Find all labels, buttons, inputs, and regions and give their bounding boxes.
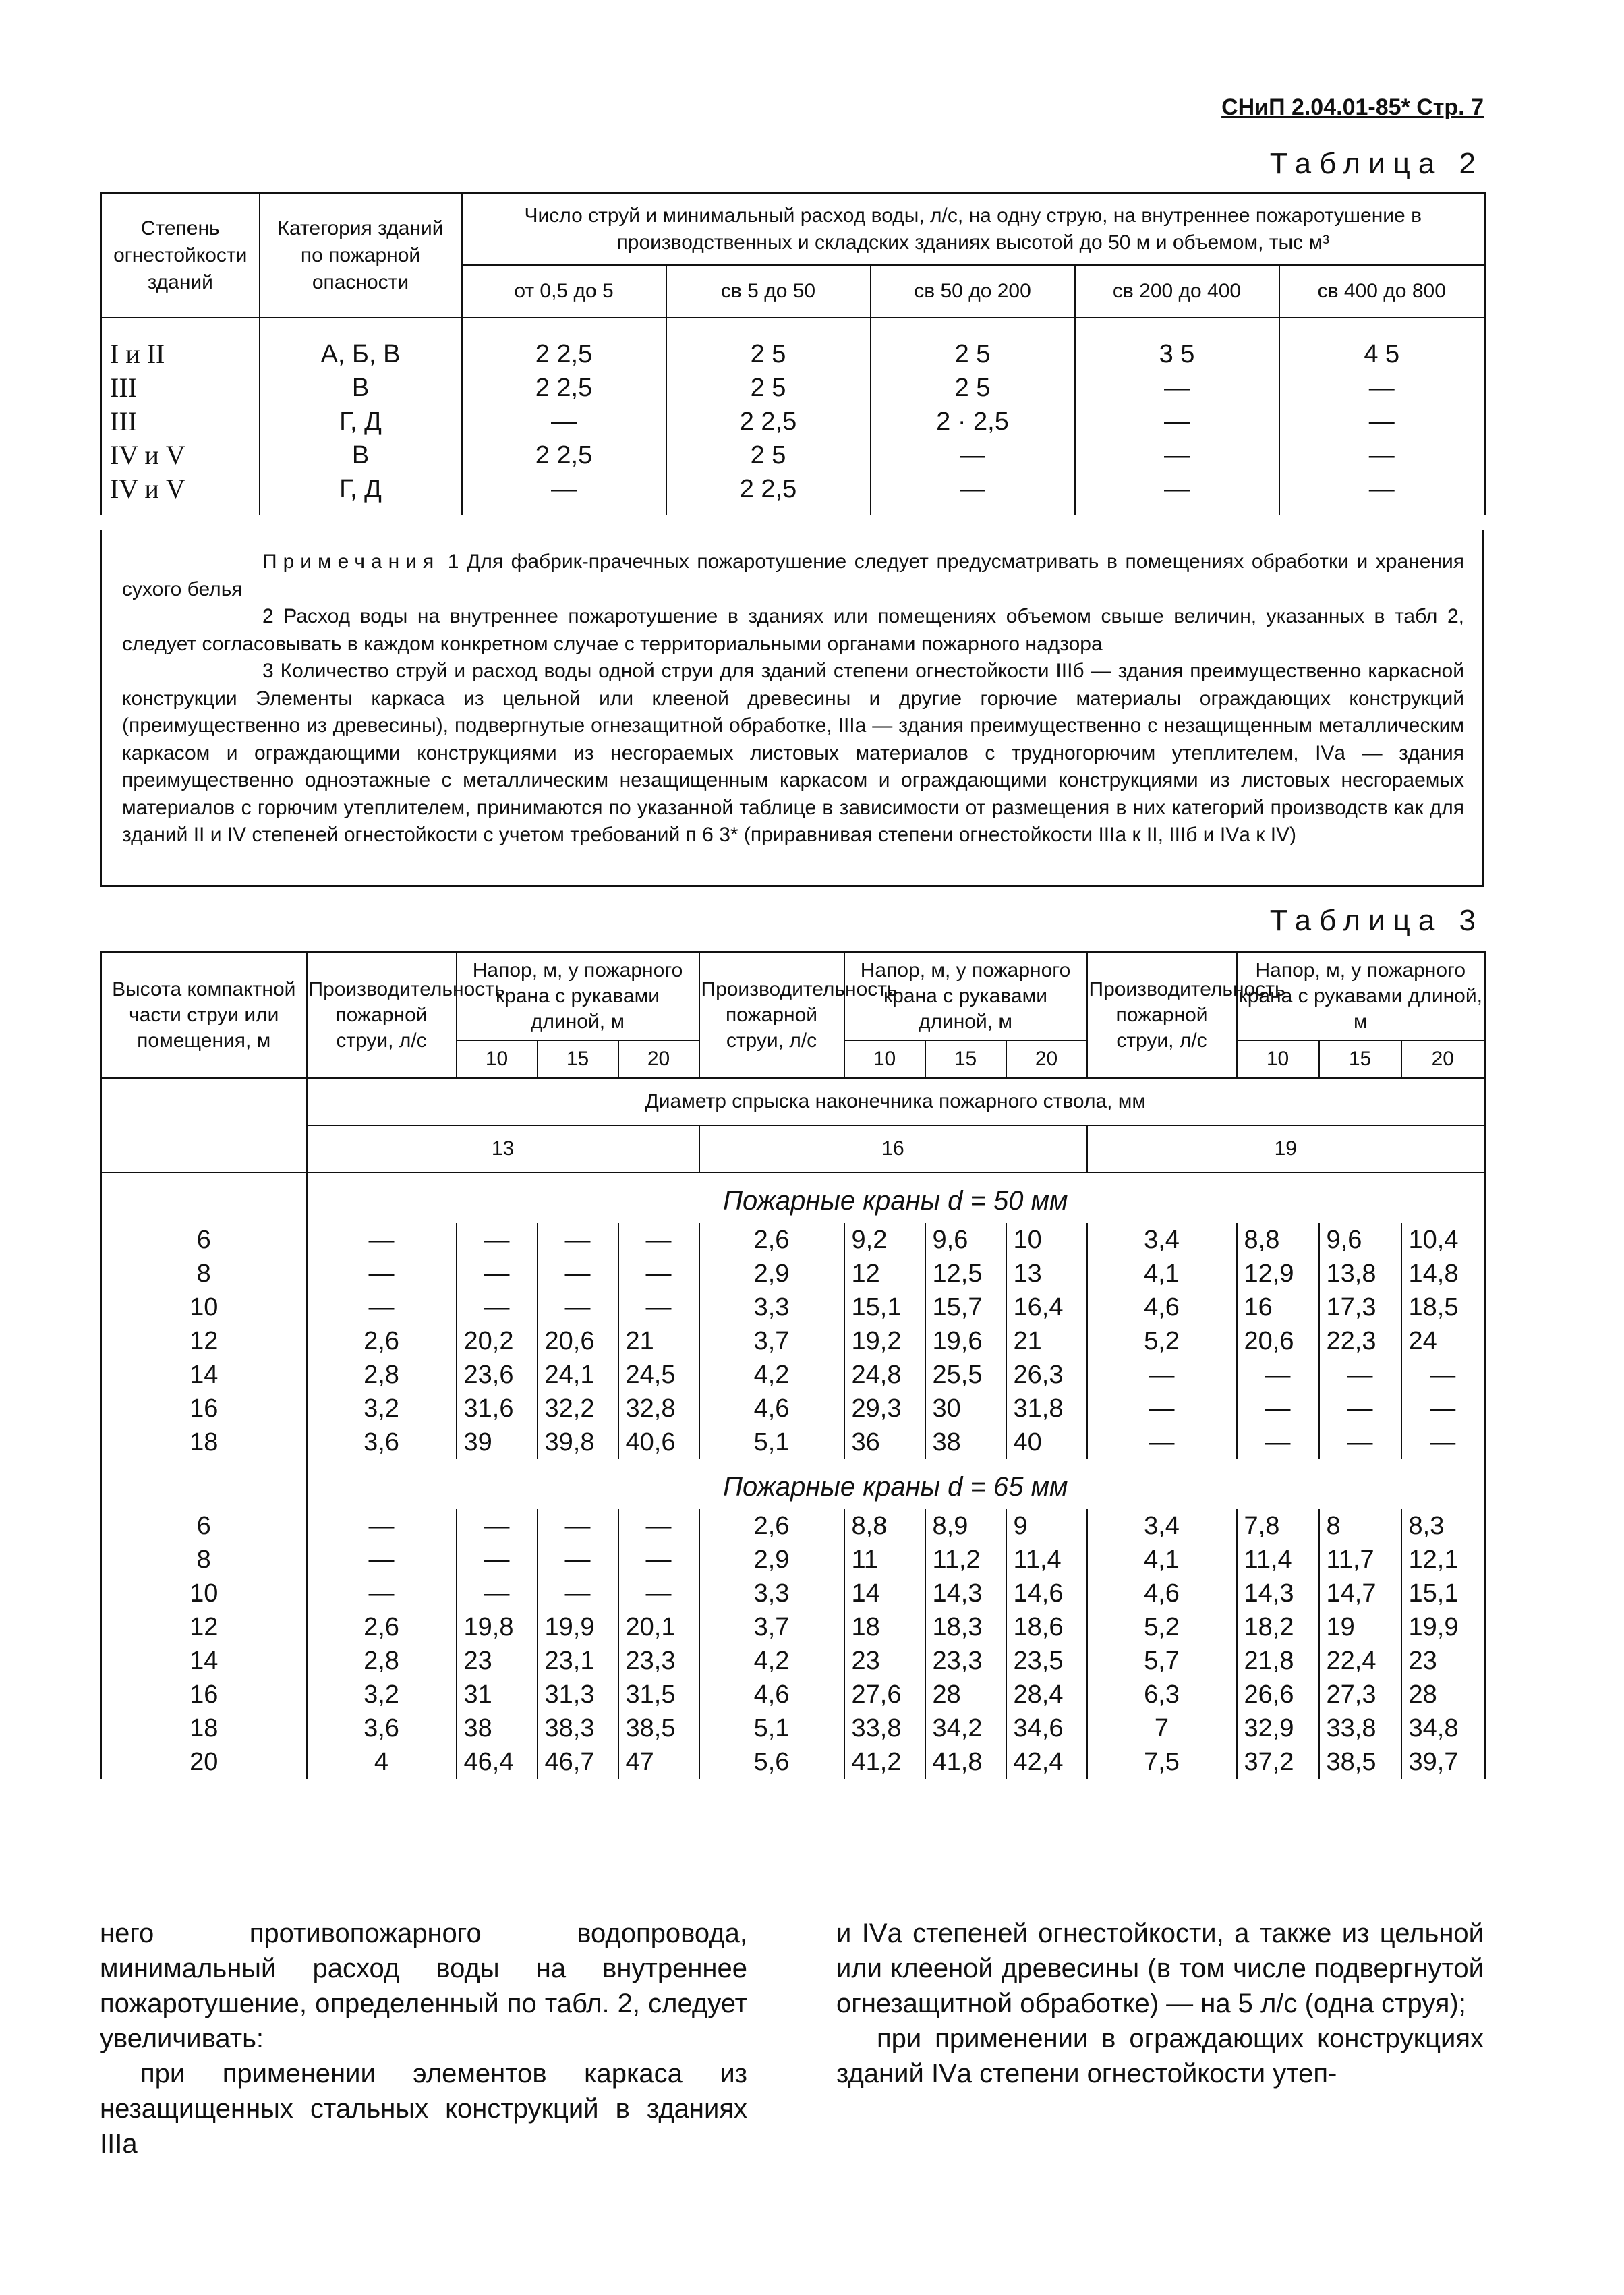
t3-cell-value: 4,6	[1087, 1577, 1237, 1610]
t3-cell-height: 16	[190, 1394, 219, 1423]
t3-cell-value: 24,8	[844, 1358, 925, 1392]
t3-cell-value: 12,5	[925, 1257, 1006, 1291]
t3-cell-value: 14	[844, 1577, 925, 1610]
t3-cell-value: —	[618, 1257, 699, 1291]
body-paragraph: и IVа степеней огнестойкости, а также из цельной или клееной древесины (в том числе подвергнутой огнезащитной обработке) — на 5 л/с (одна струя);	[836, 1919, 1484, 2018]
t3-cell-value: 11,2	[925, 1543, 1006, 1577]
t3-cell-value: 15,7	[925, 1291, 1006, 1324]
t2-cell-value: —	[1279, 472, 1485, 506]
t3-cell-value: 24	[1401, 1324, 1485, 1358]
t3-row	[101, 1644, 1485, 1678]
table2-notes	[100, 530, 1484, 887]
t3-cell-value: 20,6	[1237, 1324, 1319, 1358]
t3-row	[101, 1509, 1485, 1543]
t2-row	[101, 472, 1485, 506]
t3-cell-value: 11,4	[1006, 1543, 1087, 1577]
t3-cell-value: 27,6	[844, 1678, 925, 1711]
t3-cell-value: 23,6	[457, 1358, 538, 1392]
t3-cell-value: 11	[844, 1543, 925, 1577]
t3-header-height: Высота компактной части струи или помещения, м	[101, 953, 307, 1078]
t2-header-volume: св 200 до 400	[1075, 265, 1279, 318]
t3-cell-value: 10	[1006, 1223, 1087, 1257]
t3-cell-value: 4,6	[1087, 1291, 1237, 1324]
t3-cell-value: 14,8	[1401, 1257, 1485, 1291]
t3-cell-value: 19,9	[1401, 1610, 1485, 1644]
t3-cell-height: 8	[196, 1259, 211, 1288]
t2-row	[101, 371, 1485, 405]
t2-cell-value: 2 5	[871, 337, 1075, 371]
t3-cell-value: 7,8	[1237, 1509, 1319, 1543]
t3-cell-value: 22,4	[1319, 1644, 1401, 1678]
t3-cell-value: 40,6	[618, 1425, 699, 1459]
t3-header-pressure: Напор, м, у пожарного крана с рукавами длиной, м	[1237, 953, 1485, 1040]
t3-cell-value: 47	[618, 1745, 699, 1779]
table3-caption: Таблица 3	[1269, 904, 1484, 937]
t3-cell-value: 39,8	[538, 1425, 618, 1459]
t2-header-degree: Степень огнестойкости зданий	[101, 194, 260, 318]
t3-cell-value: 14,3	[1237, 1577, 1319, 1610]
t2-cell-category: Г, Д	[260, 405, 462, 438]
t3-header-diameter: 16	[699, 1125, 1087, 1172]
t3-cell-value: —	[1237, 1392, 1319, 1425]
t3-cell-height: 20	[190, 1747, 219, 1776]
t3-cell-value: 14,3	[925, 1577, 1006, 1610]
t3-cell-value: —	[307, 1291, 457, 1324]
t3-cell-value: 2,6	[307, 1610, 457, 1644]
t3-cell-value: 19	[1319, 1610, 1401, 1644]
t3-cell-value: 21,8	[1237, 1644, 1319, 1678]
t2-cell-value: 2 5	[666, 438, 871, 472]
t3-cell-value: 18	[844, 1610, 925, 1644]
t3-cell-value: 3,6	[307, 1711, 457, 1745]
t3-cell-value: 33,8	[1319, 1711, 1401, 1745]
t3-cell-value: 28	[1401, 1678, 1485, 1711]
t3-row	[101, 1257, 1485, 1291]
t3-cell-value: —	[457, 1223, 538, 1257]
t3-cell-value: 12,9	[1237, 1257, 1319, 1291]
t3-header-pressure: Напор, м, у пожарного крана с рукавами длиной, м	[457, 953, 699, 1040]
t3-cell-value: 19,6	[925, 1324, 1006, 1358]
t3-cell-value: 4,1	[1087, 1257, 1237, 1291]
t3-cell-value: —	[307, 1257, 457, 1291]
t3-cell-height: 12	[190, 1326, 219, 1355]
t2-header-volume: св 5 до 50	[666, 265, 871, 318]
t3-cell-value: 8,8	[844, 1509, 925, 1543]
t2-cell-value: 3 5	[1075, 337, 1279, 371]
t2-cell-category: Г, Д	[260, 472, 462, 506]
t3-row	[101, 1745, 1485, 1779]
t2-row	[101, 438, 1485, 472]
t3-cell-value: 19,2	[844, 1324, 925, 1358]
t3-cell-value: —	[1319, 1392, 1401, 1425]
body-paragraph: при применении в ограждающих конструкциях зданий IVа степени огнестойкости утеп-	[836, 2024, 1484, 2089]
t3-cell-value: 13,8	[1319, 1257, 1401, 1291]
t3-cell-value: 9	[1006, 1509, 1087, 1543]
t3-header-length: 10	[844, 1040, 925, 1078]
t3-cell-value: 15,1	[844, 1291, 925, 1324]
t3-cell-value: 34,6	[1006, 1711, 1087, 1745]
t3-cell-height: 14	[190, 1360, 219, 1389]
t2-cell-degree: IV и V	[110, 439, 185, 470]
t3-cell-height: 10	[190, 1293, 219, 1322]
t3-cell-value: 46,4	[457, 1745, 538, 1779]
t2-cell-degree: I и II	[110, 338, 165, 369]
t2-cell-value: —	[1075, 472, 1279, 506]
t3-row	[101, 1223, 1485, 1257]
t3-cell-value: 4,2	[699, 1358, 844, 1392]
t3-cell-value: —	[618, 1291, 699, 1324]
t3-cell-value: 2,8	[307, 1358, 457, 1392]
note-3: 3 Количество струй и расход воды одной струи для зданий степени огнестойкости IIIб — здания преимущественно каркасной конструкции Элементы каркаса из цельной или клееной древесины и другие горючие материалы ограждающих конструкций (преимущественно из древесины), подвергнутые огнезащитной обработке, IIIа — здания преимущественно с незащищенным металлическим каркасом и ограждающими конструкциями из несгораемых листовых материалов с трудногорючим утеплителем, IVа — здания преимущественно одноэтажные с металлическим незащищенным каркасом и ограждающими конструкциями из листовых несгораемых материалов с горючим утеплителем, принимаются по указанной таблице в зависимости от размещения в них категорий производств как для зданий II и IV степеней огнестойкости с учетом требований п 6 3* (приравнивая степени огнестойкости IIIа к II, IIIб и IVа к IV)	[122, 660, 1464, 846]
t3-cell-value: 5,7	[1087, 1644, 1237, 1678]
t3-row	[101, 1392, 1485, 1425]
t3-row	[101, 1577, 1485, 1610]
t2-header-volume: св 50 до 200	[871, 265, 1075, 318]
t3-cell-value: 38	[457, 1711, 538, 1745]
t3-cell-value: —	[1319, 1425, 1401, 1459]
t3-cell-value: 39,7	[1401, 1745, 1485, 1779]
t3-row	[101, 1678, 1485, 1711]
t3-header-length: 10	[457, 1040, 538, 1078]
t3-header-length: 15	[925, 1040, 1006, 1078]
t3-header-diameter: 13	[307, 1125, 699, 1172]
t3-cell-value: 41,8	[925, 1745, 1006, 1779]
t2-header-volume: св 400 до 800	[1279, 265, 1485, 318]
t2-cell-value: —	[871, 438, 1075, 472]
t3-header-length: 15	[1319, 1040, 1401, 1078]
t3-cell-value: 3,2	[307, 1392, 457, 1425]
t3-cell-value: 4,1	[1087, 1543, 1237, 1577]
t3-cell-height: 18	[190, 1427, 219, 1456]
t3-cell-value: 7	[1087, 1711, 1237, 1745]
t3-cell-value: —	[618, 1543, 699, 1577]
t3-cell-value: 37,2	[1237, 1745, 1319, 1779]
t3-cell-value: 20,6	[538, 1324, 618, 1358]
t3-cell-value: 2,9	[699, 1543, 844, 1577]
t2-cell-value: 2 5	[666, 371, 871, 405]
t3-cell-value: 18,5	[1401, 1291, 1485, 1324]
t3-row	[101, 1324, 1485, 1358]
t2-header-volume: от 0,5 до 5	[462, 265, 666, 318]
t3-cell-value: —	[307, 1509, 457, 1543]
t3-cell-value: —	[1087, 1392, 1237, 1425]
t3-cell-value: 42,4	[1006, 1745, 1087, 1779]
t3-cell-value: 7,5	[1087, 1745, 1237, 1779]
t3-header-length: 20	[1006, 1040, 1087, 1078]
t3-cell-value: 18,2	[1237, 1610, 1319, 1644]
t2-cell-degree: IV и V	[110, 473, 185, 504]
t3-cell-value: 4,2	[699, 1644, 844, 1678]
t3-cell-value: 46,7	[538, 1745, 618, 1779]
t3-cell-value: 32,9	[1237, 1711, 1319, 1745]
t3-cell-height: 10	[190, 1579, 219, 1608]
t3-cell-value: 32,2	[538, 1392, 618, 1425]
t3-cell-value: 2,8	[307, 1644, 457, 1678]
t3-cell-value: —	[1401, 1425, 1485, 1459]
t3-cell-value: —	[1087, 1425, 1237, 1459]
t2-cell-value: —	[1075, 438, 1279, 472]
t3-cell-value: 11,4	[1237, 1543, 1319, 1577]
t3-cell-value: —	[538, 1577, 618, 1610]
t3-cell-value: 4,6	[699, 1678, 844, 1711]
t2-cell-category: В	[260, 438, 462, 472]
t3-cell-value: 24,5	[618, 1358, 699, 1392]
t3-cell-value: 29,3	[844, 1392, 925, 1425]
running-head: СНиП 2.04.01-85* Стр. 7	[1221, 94, 1484, 120]
t3-cell-value: 21	[618, 1324, 699, 1358]
t2-cell-value: 4 5	[1279, 337, 1485, 371]
t3-cell-value: 2,6	[307, 1324, 457, 1358]
t3-cell-value: —	[618, 1223, 699, 1257]
t3-header-blank	[101, 1078, 307, 1125]
t3-cell-value: 2,6	[699, 1509, 844, 1543]
t3-cell-value: 31,6	[457, 1392, 538, 1425]
t3-cell-value: 11,7	[1319, 1543, 1401, 1577]
t3-cell-value: 15,1	[1401, 1577, 1485, 1610]
t3-cell-value: 4	[307, 1745, 457, 1779]
t3-cell-value: 3,3	[699, 1291, 844, 1324]
t3-cell-value: 26,3	[1006, 1358, 1087, 1392]
t2-cell-value: 2 2,5	[462, 371, 666, 405]
t3-cell-value: 31,3	[538, 1678, 618, 1711]
t3-cell-value: 23	[1401, 1644, 1485, 1678]
t3-cell-value: 3,4	[1087, 1223, 1237, 1257]
t3-cell-value: —	[457, 1543, 538, 1577]
body-paragraph: при применении элементов каркаса из незащищенных стальных конструкций в зданиях IIIа	[100, 2059, 747, 2159]
t3-cell-value: 4,6	[699, 1392, 844, 1425]
t3-cell-value: 5,2	[1087, 1324, 1237, 1358]
t3-cell-value: —	[457, 1291, 538, 1324]
t3-cell-value: —	[618, 1509, 699, 1543]
t3-header-capacity: Производительность пожарной струи, л/с	[307, 953, 457, 1078]
t3-cell-value: 26,6	[1237, 1678, 1319, 1711]
t3-cell-value: 23	[457, 1644, 538, 1678]
t3-cell-value: —	[538, 1291, 618, 1324]
t3-cell-value: 38,5	[618, 1711, 699, 1745]
t3-cell-value: 34,2	[925, 1711, 1006, 1745]
t3-cell-value: 3,3	[699, 1577, 844, 1610]
t3-header-nozzle: Диаметр спрыска наконечника пожарного ствола, мм	[307, 1078, 1485, 1125]
t3-cell-value: —	[538, 1509, 618, 1543]
t3-cell-height: 12	[190, 1612, 219, 1641]
t3-cell-value: —	[457, 1577, 538, 1610]
t2-cell-value: —	[1279, 405, 1485, 438]
t3-cell-value: 2,6	[699, 1223, 844, 1257]
t3-cell-value: —	[307, 1577, 457, 1610]
t3-cell-value: —	[1237, 1358, 1319, 1392]
table2-caption: Таблица 2	[1269, 147, 1484, 180]
t3-row	[101, 1711, 1485, 1745]
t3-cell-value: 8,9	[925, 1509, 1006, 1543]
t3-cell-value: 5,2	[1087, 1610, 1237, 1644]
t3-cell-value: 19,9	[538, 1610, 618, 1644]
t2-row	[101, 337, 1485, 371]
t2-cell-value: 2 2,5	[462, 337, 666, 371]
t2-cell-degree: III	[110, 372, 137, 403]
t2-cell-category: В	[260, 371, 462, 405]
t3-cell-value: 13	[1006, 1257, 1087, 1291]
t3-cell-value: 18,6	[1006, 1610, 1087, 1644]
t3-cell-value: 40	[1006, 1425, 1087, 1459]
t2-cell-value: 2 · 2,5	[871, 405, 1075, 438]
t2-cell-value: —	[871, 472, 1075, 506]
t2-cell-category: А, Б, В	[260, 337, 462, 371]
t3-cell-value: 5,1	[699, 1425, 844, 1459]
t2-cell-value: 2 5	[871, 371, 1075, 405]
t3-cell-value: 9,6	[1319, 1223, 1401, 1257]
t3-cell-value: 3,4	[1087, 1509, 1237, 1543]
body-left-column	[100, 1916, 747, 2161]
t3-cell-value: 5,1	[699, 1711, 844, 1745]
t3-cell-value: 16	[1237, 1291, 1319, 1324]
t3-cell-value: —	[307, 1223, 457, 1257]
t3-cell-height: 6	[196, 1511, 211, 1540]
t3-cell-value: 23,5	[1006, 1644, 1087, 1678]
t3-cell-value: 9,2	[844, 1223, 925, 1257]
t3-cell-value: 14,6	[1006, 1577, 1087, 1610]
t3-header-length: 20	[1401, 1040, 1485, 1078]
t3-cell-value: —	[1401, 1358, 1485, 1392]
t3-cell-value: 31	[457, 1678, 538, 1711]
t3-cell-value: 32,8	[618, 1392, 699, 1425]
t2-cell-value: —	[1075, 371, 1279, 405]
t3-header-length: 20	[618, 1040, 699, 1078]
body-paragraph: него противопожарного водопровода, минимальный расход воды на внутреннее пожаротушение, определенный по табл. 2, следует увеличивать:	[100, 1919, 747, 2053]
t3-cell-value: 31,8	[1006, 1392, 1087, 1425]
table3	[100, 951, 1486, 1779]
t2-cell-value: —	[1075, 405, 1279, 438]
t3-cell-value: 3,7	[699, 1324, 844, 1358]
t3-cell-value: 22,3	[1319, 1324, 1401, 1358]
t3-header-length: 15	[538, 1040, 618, 1078]
t3-cell-height: 8	[196, 1545, 211, 1574]
t3-cell-height: 16	[190, 1680, 219, 1709]
t2-cell-value: —	[462, 472, 666, 506]
t3-cell-value: 18,3	[925, 1610, 1006, 1644]
t3-cell-value: 20,1	[618, 1610, 699, 1644]
notes-label: Примечания	[262, 550, 440, 573]
t3-cell-value: 8	[1319, 1509, 1401, 1543]
t3-cell-value: 12,1	[1401, 1543, 1485, 1577]
table2	[100, 192, 1486, 515]
t3-cell-value: —	[457, 1257, 538, 1291]
t3-row	[101, 1610, 1485, 1644]
t3-cell-value: —	[538, 1223, 618, 1257]
t3-cell-value: —	[1401, 1392, 1485, 1425]
t3-cell-value: —	[1319, 1358, 1401, 1392]
t3-cell-value: 34,8	[1401, 1711, 1485, 1745]
body-right-column	[836, 1916, 1484, 2091]
t3-cell-value: 3,7	[699, 1610, 844, 1644]
t3-cell-height: 18	[190, 1713, 219, 1743]
t3-cell-value: —	[457, 1509, 538, 1543]
t3-cell-value: 36	[844, 1425, 925, 1459]
t3-cell-value: 38	[925, 1425, 1006, 1459]
note-1: 1 Для фабрик-прачечных пожаротушение следует предусматривать в помещениях обработки и хранения сухого белья	[122, 550, 1464, 600]
t3-cell-value: 3,2	[307, 1678, 457, 1711]
t3-cell-value: 27,3	[1319, 1678, 1401, 1711]
t3-cell-value: 3,6	[307, 1425, 457, 1459]
t3-cell-value: 30	[925, 1392, 1006, 1425]
t3-header-capacity: Производительность пожарной струи, л/с	[1087, 953, 1237, 1078]
t3-cell-value: 10,4	[1401, 1223, 1485, 1257]
t3-cell-value: 23,1	[538, 1644, 618, 1678]
t3-cell-value: 2,9	[699, 1257, 844, 1291]
t2-header-category: Категория зданий по пожарной опасности	[260, 194, 462, 318]
t3-cell-value: 39	[457, 1425, 538, 1459]
t3-header-blank	[101, 1125, 307, 1172]
t2-cell-value: 2 5	[666, 337, 871, 371]
t3-cell-height: 6	[196, 1225, 211, 1254]
t3-header-pressure: Напор, м, у пожарного крана с рукавами длиной, м	[844, 953, 1087, 1040]
t3-section-title: Пожарные краны d = 50 мм	[307, 1172, 1485, 1223]
t3-cell-value: 8,8	[1237, 1223, 1319, 1257]
t3-cell-value: 8,3	[1401, 1509, 1485, 1543]
t3-cell-value: —	[538, 1543, 618, 1577]
t3-cell-value: —	[538, 1257, 618, 1291]
t3-cell-value: —	[1237, 1425, 1319, 1459]
t3-cell-value: 23,3	[618, 1644, 699, 1678]
t2-cell-value: —	[1279, 371, 1485, 405]
t2-cell-value: 2 2,5	[666, 405, 871, 438]
t3-cell-value: 17,3	[1319, 1291, 1401, 1324]
t3-cell-value: —	[1087, 1358, 1237, 1392]
t3-cell-value: 23	[844, 1644, 925, 1678]
t3-header-length: 10	[1237, 1040, 1319, 1078]
t3-section-title: Пожарные краны d = 65 мм	[307, 1459, 1485, 1509]
t3-cell-value: 16,4	[1006, 1291, 1087, 1324]
t3-cell-value: —	[307, 1543, 457, 1577]
t3-cell-value: 38,5	[1319, 1745, 1401, 1779]
t3-cell-value: 19,8	[457, 1610, 538, 1644]
t3-cell-value: —	[618, 1577, 699, 1610]
t3-row	[101, 1543, 1485, 1577]
t3-cell-value: 25,5	[925, 1358, 1006, 1392]
t3-cell-value: 24,1	[538, 1358, 618, 1392]
t3-cell-value: 6,3	[1087, 1678, 1237, 1711]
t2-cell-degree: III	[110, 405, 137, 436]
t3-header-capacity: Производительность пожарной струи, л/с	[699, 953, 844, 1078]
t2-cell-value: 2 2,5	[666, 472, 871, 506]
t3-cell-value: 41,2	[844, 1745, 925, 1779]
t3-cell-value: 33,8	[844, 1711, 925, 1745]
t3-row	[101, 1358, 1485, 1392]
t3-cell-value: 31,5	[618, 1678, 699, 1711]
t3-cell-value: 21	[1006, 1324, 1087, 1358]
t3-cell-value: 12	[844, 1257, 925, 1291]
t3-cell-height: 14	[190, 1646, 219, 1675]
t3-cell-value: 9,6	[925, 1223, 1006, 1257]
t3-cell-value: 5,6	[699, 1745, 844, 1779]
t3-cell-value: 23,3	[925, 1644, 1006, 1678]
t3-cell-value: 28	[925, 1678, 1006, 1711]
t3-row	[101, 1291, 1485, 1324]
t2-cell-value: —	[1279, 438, 1485, 472]
t3-cell-value: 38,3	[538, 1711, 618, 1745]
t2-header-main: Число струй и минимальный расход воды, л/с, на одну струю, на внутреннее пожаротушение в производственных и складских зданиях высотой до 50 м и объемом, тыс м³	[462, 194, 1485, 265]
t3-header-diameter: 19	[1087, 1125, 1485, 1172]
t2-cell-value: —	[462, 405, 666, 438]
t2-cell-value: 2 2,5	[462, 438, 666, 472]
t3-cell-value: 14,7	[1319, 1577, 1401, 1610]
t2-row	[101, 405, 1485, 438]
t3-cell-value: 20,2	[457, 1324, 538, 1358]
t3-cell-value: 28,4	[1006, 1678, 1087, 1711]
note-2: 2 Расход воды на внутреннее пожаротушение в зданиях или помещениях объемом свыше величин, указанных в табл 2, следует согласовывать в каждом конкретном случае с территориальными органами пожарного надзора	[122, 605, 1464, 655]
t3-row	[101, 1425, 1485, 1459]
